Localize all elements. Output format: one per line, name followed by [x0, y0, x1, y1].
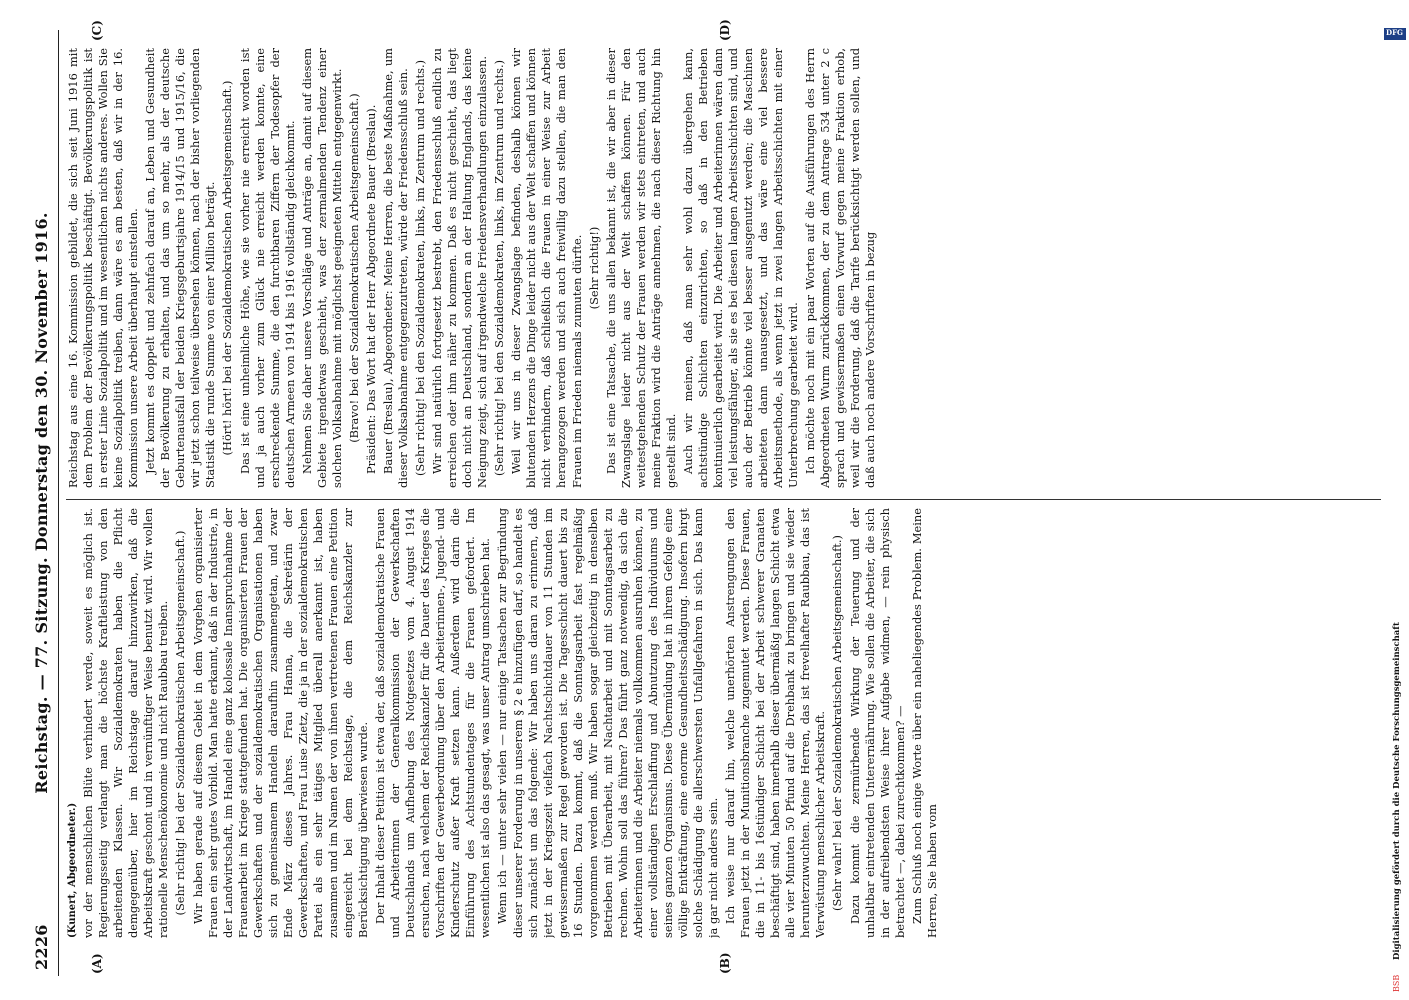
column-divider: [66, 499, 1381, 500]
interjection: (Sehr richtig! bei den Sozialdemokraten, links, im Zentrum und rechts.): [492, 59, 507, 477]
digitization-credit: Digitalisierung gefördert durch die Deutsche Forschungsgemeinschaft: [1392, 622, 1402, 960]
margin-marker-a: (A): [90, 953, 104, 974]
paragraph: Dazu kommt die zermürbende Wirkung der Teuerung und der unhaltbar eintretenden Unterernährung. Wie sollen die Arbeiter, die sich in der aufreibendsten Weise ihrer Aufgabe widmen, — rein physisch betrachtet —, dabei zurechtkommen? —: [847, 508, 907, 938]
paragraph: Ich weise nur darauf hin, welche unerhörten Anstrengungen den Frauen jetzt in der Munitionsbranche zugemutet werden. Diese Frauen, die in 11- bis 16stündiger Schicht bei der Arbeit schwerer Granaten beschäftigt sind, haben innerhalb dieser übermäßig langen Schicht etwa alle vier Minuten 50 Pfund auf die Drehbank zu bringen und sie wieder herunterzuwuchten. Meine Herren, das ist frevelhafter Raubbau, das ist Verwüstung menschlicher Arbeitskraft.: [723, 508, 828, 938]
paragraph: vor der menschlichen Blüte verhindert werde, soweit es möglich ist. Regierungsseitig verlangt man die höchste Kraftleistung von den arbeitenden Klassen. Wir Sozialdemokraten haben die Pflicht demgegenüber, hier im Reichstage darauf hinzuwirken, daß die Arbeitskraft geschont und in vernünftiger Weise benutzt wird. Wir wollen rationelle Menschenökonomie und nicht Raubbau treiben.: [81, 508, 171, 938]
paragraph: Zum Schluß noch einige Worte über ein naheliegendes Problem. Meine Herren, Sie haben vom: [909, 508, 939, 938]
speaker-label: (Kunert, Abgeordneter.): [67, 802, 78, 938]
paragraph: Jetzt kommt es doppelt und zehnfach darauf an, Leben und Gesundheit der Bevölkerung zu erhalten, und das um so mehr, als der deutsche Geburtenausfall der beiden Kriegsgeburtsjahre 1914/15 und 1915/16, die wir jetzt schon teilweise übersehen können, nach der bisher vorliegenden Statistik die runde Summe von einer Million beträgt.: [143, 48, 218, 488]
header-rule: [58, 30, 59, 976]
interjection: (Sehr richtig! bei der Sozialdemokratischen Arbeitsgemeinschaft.): [173, 530, 188, 916]
page-title: Reichstag. — 77. Sitzung. Donnerstag den 30. November 1916.: [32, 212, 51, 794]
dfg-logo: DFG: [1384, 28, 1406, 40]
paragraph: Ich möchte noch mit ein paar Worten auf die Ausführungen des Herrn Abgeordneten Wurm zurückkommen, der zu dem Antrage 534 unter 2 c sprach und gewissermaßen einen Vorwurf gegen meine Fraktion erhob, weil wir die Forderung, daß die Tarife berücksichtigt werden sollen, und daß auch noch andere Vorschriften in bezug: [803, 48, 878, 488]
paragraph: Auch wir meinen, daß man sehr wohl dazu übergehen kann, achtstündige Schichten einzurichten, so daß in den Betrieben kontinuierlich gearbeitet wird. Die Arbeiter und Arbeiterinnen wären dann viel leistungsfähiger, als sie es bei diesen langen Arbeitsschichten sind, und auch der Betrieb könnte viel besser ausgenutzt werden; die Maschinen arbeiteten dann unausgesetzt, und das wäre eine viel bessere Arbeitsmethode, als wenn jetzt in zwei langen Arbeitsschichten mit einer Unterbrechung gearbeitet wird.: [680, 48, 801, 488]
paragraph: Das ist eine Tatsache, die uns allen bekannt ist, die wir aber in dieser Zwangslage leider nicht aus der Welt schaffen können. Für den weitestgehenden Schutz der Frauen werden wir stets eintreten, und auch meine Fraktion wird die Anträge annehmen, die nach dieser Richtung hin gestellt sind.: [603, 48, 678, 488]
paragraph: Der Inhalt dieser Petition ist etwa der, daß sozialdemokratische Frauen und Arbeiterinnen der Generalkommission der Gewerkschaften Deutschlands um Aufhebung des Notgesetzes vom 4. August 1914 ersuchen, nach welchem der Reichskanzler für die Dauer des Krieges die Vorschriften der Gewerbeordnung über den Arbeiterinnen-, Jugend- und Kinderschutz außer Kraft setzen kann. Außerdem wird darin die Einführung des Achtstundentages für die Frauen gefordert. Im wesentlichen ist also das gesagt, was unser Antrag umschrieben hat.: [373, 508, 493, 938]
paragraph: Wir sind natürlich fortgesetzt bestrebt, den Friedensschluß endlich zu erreichen oder ihm näher zu kommen. Daß es nicht geschieht, das liegt doch nicht an Deutschland, sondern an der Haltung Englands, das keine Neigung zeigt, sich auf irgendwelche Friedensverhandlungen einzulassen.: [430, 48, 490, 488]
right-column: [66, 48, 1381, 488]
paragraph: Weil wir uns in dieser Zwangslage befinden, deshalb können wir blutenden Herzens die Dinge leider nicht aus der Welt schaffen und können nicht verhindern, daß schließlich die Frauen in einer Weise zur Arbeit herangezogen werden und sich auch freiwillig dazu stellen, die man den Frauen im Frieden niemals zumuten dürfte.: [509, 48, 584, 488]
left-column: [66, 508, 1381, 938]
interjection: (Hört! hört! bei der Sozialdemokratischen Arbeitsgemeinschaft.): [220, 80, 235, 456]
margin-marker-c: (C): [90, 20, 104, 41]
paragraph: Das ist eine unheimliche Höhe, wie sie vorher nie erreicht worden ist und ja auch vorher zum Glück nie erreicht werden konnte, eine erschreckende Summe, die den furchtbaren Ziffern der Todesopfer der deutschen Armeen von 1914 bis 1916 vollständig gleichkommt.: [237, 48, 297, 488]
paragraph: Präsident: Das Wort hat der Herr Abgeordnete Bauer (Breslau).: [363, 104, 378, 474]
paragraph: Bauer (Breslau), Abgeordneter: Meine Herren, die beste Maßnahme, um dieser Volksabnahme entgegenzutreten, würde der Friedensschluß sein.: [380, 48, 410, 488]
interjection: (Sehr wahr! bei der Sozialdemokratischen Arbeitsgemeinschaft.): [830, 535, 845, 911]
paragraph: Nehmen Sie daher unsere Vorschläge und Anträge an, damit auf diesem Gebiete irgendetwas geschieht, was der zermalmenden Tendenz einer solchen Volksabnahme mit möglichst geeigneten Mitteln entgegenwirkt.: [299, 48, 344, 488]
interjection: (Sehr richtig!): [586, 226, 601, 310]
paragraph: Wenn ich — unter sehr vielen — nur einige Tatsachen zur Begründung dieser unserer Forderung in unserem § 2 e hinzufügen darf, so handelt es sich zunächst um das folgende: Wir haben uns daran zu erinnern, daß jetzt in der Kriegszeit vielfach Nachtschichtdauer von 11 Stunden im gewissermaßen zur Regel geworden ist. Die Tagesschicht dauert bis zu 16 Stunden. Dazu kommt, daß die Sonntagsarbeit fast regelmäßig vorgenommen werden muß. Wir haben sogar gleichzeitig in denselben Betrieben mit Überarbeit, mit Nachtarbeit und mit Sonntagsarbeit zu rechnen. Wohin soll das führen? Das führt ganz notwendig, da sich die Arbeiterinnen und die Arbeiter niemals vollkommen ausruhen können, zu einer vollständigen Erschlaffung und Abnutzung des Individuums und seines ganzen Organismus. Diese Übermüdung hat in ihrem Gefolge eine völlige Entkräftung, eine enorme Gesundheitsschädigung. Insofern birgt solche Schädigung die allerschwersten Unfallgefahren in sich. Das kann ja gar nicht anders sein.: [495, 508, 721, 938]
page-number: 2226: [32, 924, 51, 970]
bsb-mark: BSB: [1392, 974, 1401, 992]
interjection: (Bravo! bei der Sozialdemokratischen Arbeitsgemeinschaft.): [346, 93, 361, 443]
paragraph: Wir haben gerade auf diesem Gebiet in dem Vorgehen organisierter Frauen ein sehr gutes Vorbild. Man hatte erkannt, daß in der Industrie, in der Landwirtschaft, im Handel eine ganz kolossale Inanspruchnahme der Frauenarbeit im Kriege stattgefunden hat. Die organisierten Frauen der Gewerkschaften und der sozialdemokratischen Organisationen haben sich zu gemeinsamem Handeln daraufhin zusammengetan, und zwar Ende März dieses Jahres. Frau Hanna, die Sekretärin der Gewerkschaften, und Frau Luise Zietz, die ja in der sozialdemokratischen Partei als ein sehr tätiges Mitglied überall anerkannt ist, haben zusammen und im Namen der von ihnen vertretenen Frauen eine Petition eingereicht bei dem Reichstage, die dem Reichskanzler zur Berücksichtigung überwiesen wurde.: [190, 508, 371, 938]
margin-marker-d: (D): [718, 19, 732, 41]
paragraph: Reichstag aus eine 16. Kommission gebildet, die sich seit Juni 1916 mit dem Problem der Bevölkerungspolitik beschäftigt. Bevölkerungspolitik ist in erster Linie Sozialpolitik und im wesentlichen nichts anderes. Wollen Sie keine Sozialpolitik treiben, dann wäre es am besten, daß wir in der 16. Kommission unsere Arbeit überhaupt einstellen.: [66, 48, 141, 488]
margin-marker-b: (B): [718, 952, 732, 974]
page-body: [30, 19, 1391, 976]
interjection: (Sehr richtig! bei den Sozialdemokraten, links, im Zentrum und rechts.): [413, 59, 428, 477]
page-header: [30, 30, 56, 976]
